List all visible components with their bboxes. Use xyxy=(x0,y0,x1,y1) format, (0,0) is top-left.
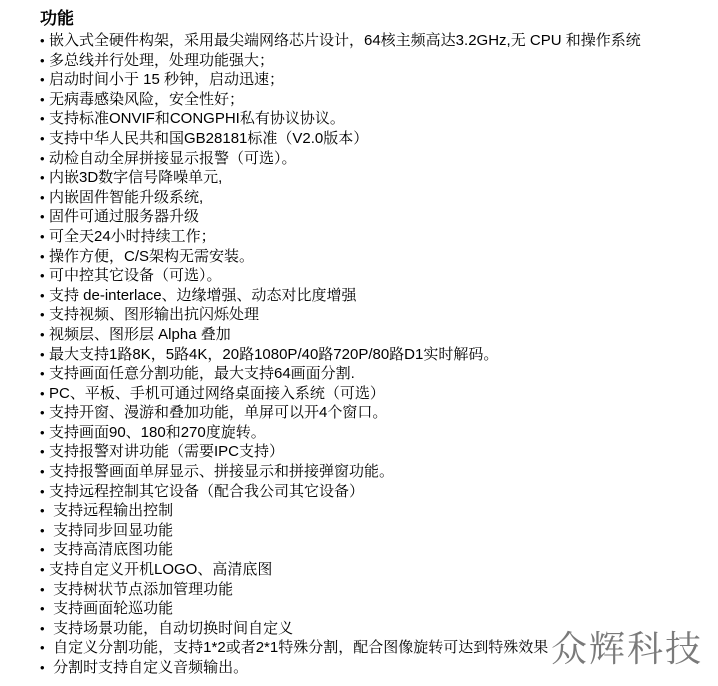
bullet-icon: • xyxy=(40,150,45,166)
feature-text: 支持远程控制其它设备（配合我公司其它设备） xyxy=(49,482,365,500)
list-item xyxy=(40,521,712,541)
list-item xyxy=(40,501,712,521)
list-item xyxy=(40,109,712,129)
bullet-icon: • xyxy=(40,464,45,480)
feature-text: 自定义分割功能，支持1*2或者2*1特殊分割，配合图像旋转可达到特殊效果 xyxy=(49,639,549,657)
bullet-icon: • xyxy=(40,542,45,558)
list-item xyxy=(40,384,712,404)
feature-text: 动检自动全屏拼接显示报警（可选）。 xyxy=(49,149,297,167)
bullet-icon: • xyxy=(40,228,45,244)
feature-text: 最大支持1路8K，5路4K，20路1080P/40路720P/80路D1实时解码。 xyxy=(49,345,499,363)
list-item xyxy=(40,345,712,365)
list-item xyxy=(40,227,712,247)
feature-text: 可全天24小时持续工作； xyxy=(49,227,216,245)
list-item xyxy=(40,403,712,423)
feature-text: 支持高清底图功能 xyxy=(49,541,174,559)
bullet-icon: • xyxy=(40,209,45,225)
feature-text: 内嵌3D数字信号降噪单元, xyxy=(49,169,223,187)
bullet-icon: • xyxy=(40,405,45,421)
feature-text: 支持视频、图形输出抗闪烁处理 xyxy=(49,306,260,324)
list-item xyxy=(40,619,712,639)
list-item xyxy=(40,638,712,658)
feature-text: 支持报警对讲功能（需要IPC支持） xyxy=(49,443,285,461)
list-item xyxy=(40,658,712,678)
feature-text: 嵌入式全硬件构架，采用最尖端网络芯片设计，64核主频高达3.2GHz,无 CPU 和操作系统 xyxy=(49,32,641,49)
feature-text: PC、平板、手机可通过网络桌面接入系统（可选） xyxy=(49,384,385,402)
page-title: 功能 xyxy=(40,9,74,28)
bullet-icon: • xyxy=(40,620,45,636)
bullet-icon: • xyxy=(40,287,45,303)
list-item xyxy=(40,266,712,286)
list-item xyxy=(40,168,712,188)
bullet-icon: • xyxy=(40,660,45,675)
list-item xyxy=(40,599,712,619)
list-item xyxy=(40,325,712,345)
list-item xyxy=(40,129,712,149)
bullet-icon: • xyxy=(40,640,45,656)
feature-text: 内嵌固件智能升级系统, xyxy=(49,188,204,206)
feature-text: 无病毒感染风险，安全性好； xyxy=(49,90,245,108)
company-watermark: 众辉科技 xyxy=(551,628,704,669)
list-item xyxy=(40,442,712,462)
bullet-icon: • xyxy=(40,562,45,578)
list-item xyxy=(40,51,712,71)
feature-text: 固件可通过服务器升级 xyxy=(49,208,200,226)
bullet-icon: • xyxy=(40,307,45,323)
feature-text: 分割时支持自定义音频输出。 xyxy=(49,659,249,676)
bullet-icon: • xyxy=(40,189,45,205)
feature-list xyxy=(40,31,712,678)
bullet-icon: • xyxy=(40,385,45,401)
bullet-icon: • xyxy=(40,52,45,68)
list-item xyxy=(40,188,712,208)
bullet-icon: • xyxy=(40,130,45,146)
bullet-icon: • xyxy=(40,248,45,264)
feature-text: 支持自定义开机LOGO、高清底图 xyxy=(49,561,273,579)
feature-text: 可中控其它设备（可选）。 xyxy=(49,267,222,285)
bullet-icon: • xyxy=(40,91,45,107)
feature-text: 支持报警画面单屏显示、拼接显示和拼接弹窗功能。 xyxy=(49,463,395,481)
bullet-icon: • xyxy=(40,581,45,597)
feature-text: 支持标准ONVIF和CONGPHI私有协议协议。 xyxy=(49,110,345,128)
list-item xyxy=(40,31,712,51)
list-item xyxy=(40,560,712,580)
list-item xyxy=(40,462,712,482)
list-item xyxy=(40,305,712,325)
bullet-icon: • xyxy=(40,483,45,499)
bullet-icon: • xyxy=(40,268,45,284)
bullet-icon: • xyxy=(40,346,45,362)
feature-text: 多总线并行处理，处理功能强大； xyxy=(49,51,275,69)
feature-text: 支持远程输出控制 xyxy=(49,502,174,520)
bullet-icon: • xyxy=(40,33,45,48)
bullet-icon: • xyxy=(40,522,45,538)
bullet-icon: • xyxy=(40,444,45,460)
list-item xyxy=(40,149,712,169)
feature-section xyxy=(40,8,712,678)
list-item xyxy=(40,364,712,384)
list-item xyxy=(40,207,712,227)
bullet-icon: • xyxy=(40,503,45,519)
feature-text: 支持画面任意分割功能，最大支持64画面分割. xyxy=(49,365,355,383)
list-item xyxy=(40,286,712,306)
bullet-icon: • xyxy=(40,424,45,440)
list-item xyxy=(40,580,712,600)
feature-text: 视频层、图形层 Alpha 叠加 xyxy=(49,325,231,343)
bullet-icon: • xyxy=(40,170,45,186)
feature-text: 支持画面轮巡功能 xyxy=(49,600,174,618)
feature-text: 启动时间小于 15 秒钟，启动迅速； xyxy=(49,71,285,89)
feature-text: 支持画面90、180和270度旋转。 xyxy=(49,423,266,441)
feature-text: 支持中华人民共和国GB28181标准（V2.0版本） xyxy=(49,129,369,147)
bullet-icon: • xyxy=(40,601,45,617)
list-item xyxy=(40,482,712,502)
feature-text: 支持开窗、漫游和叠加功能，单屏可以开4个窗口。 xyxy=(49,404,388,422)
feature-text: 支持场景功能，自动切换时间自定义 xyxy=(49,619,294,637)
feature-text: 支持树状节点添加管理功能 xyxy=(49,580,234,598)
bullet-icon: • xyxy=(40,326,45,342)
list-item xyxy=(40,540,712,560)
list-item xyxy=(40,423,712,443)
feature-text: 操作方便，C/S架构无需安装。 xyxy=(49,247,255,265)
bullet-icon: • xyxy=(40,111,45,127)
feature-text: 支持同步回显功能 xyxy=(49,521,174,539)
feature-text: 支持 de-interlace、边缘增强、动态对比度增强 xyxy=(49,286,357,304)
bullet-icon: • xyxy=(40,72,45,88)
list-item xyxy=(40,247,712,267)
bullet-icon: • xyxy=(40,366,45,382)
list-item xyxy=(40,70,712,90)
list-item xyxy=(40,90,712,110)
